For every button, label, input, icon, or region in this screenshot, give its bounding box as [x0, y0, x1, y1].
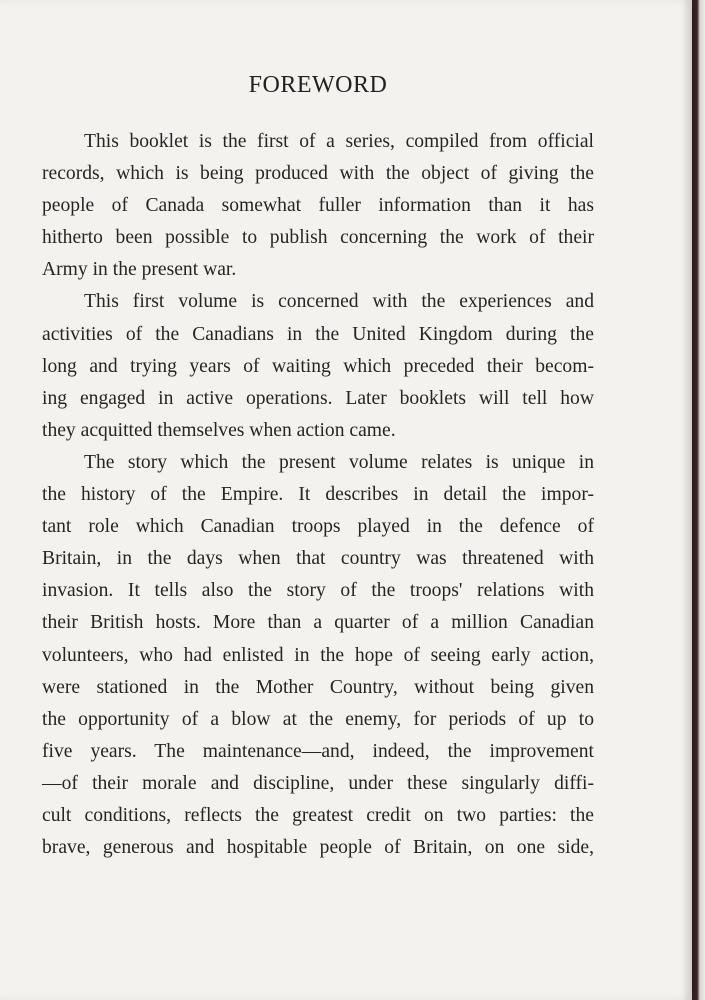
text-line: This first volume is concerned with the experiences and [84, 291, 594, 313]
text-line: they acquitted themselves when action came. [42, 419, 396, 441]
body-text [42, 126, 594, 864]
text-line: brave, generous and hospitable people of Britain, on one side, [42, 837, 594, 859]
text-line: five years. The maintenance—and, indeed, the improvement [42, 740, 594, 762]
text-line: ing engaged in active operations. Later booklets will tell how [42, 387, 594, 409]
text-line: long and trying years of waiting which preceded their becom- [42, 355, 594, 377]
text-line: records, which is being produced with the object of giving the [42, 163, 594, 185]
page-title: FOREWORD [248, 72, 388, 98]
book-cover-edge [692, 0, 705, 1000]
page-edge-shadow [682, 0, 692, 1000]
text-line: cult conditions, reflects the greatest credit on two parties: the [42, 804, 594, 826]
text-line: tant role which Canadian troops played in the defence of [42, 516, 594, 538]
text-line: the history of the Empire. It describes in detail the impor- [42, 484, 594, 506]
text-line: The story which the present volume relates is unique in [84, 451, 594, 473]
text-line: volunteers, who had enlisted in the hope of seeing early action, [42, 644, 594, 666]
text-line: invasion. It tells also the story of the troops' relations with [42, 580, 594, 602]
text-line: their British hosts. More than a quarter of a million Canadian [42, 612, 594, 634]
text-line: This booklet is the first of a series, compiled from official [84, 131, 594, 152]
text-line: activities of the Canadians in the United Kingdom during the [42, 323, 594, 345]
text-line: Britain, in the days when that country was threatened with [42, 548, 594, 570]
text-line: people of Canada somewhat fuller information than it has [42, 195, 594, 217]
text-line: hitherto been possible to publish concerning the work of their [42, 227, 594, 249]
text-line: —of their morale and discipline, under these singularly diffi- [42, 772, 594, 794]
text-line: Army in the present war. [42, 259, 237, 281]
text-line: were stationed in the Mother Country, without being given [42, 676, 594, 698]
text-line: the opportunity of a blow at the enemy, for periods of up to [42, 708, 594, 730]
